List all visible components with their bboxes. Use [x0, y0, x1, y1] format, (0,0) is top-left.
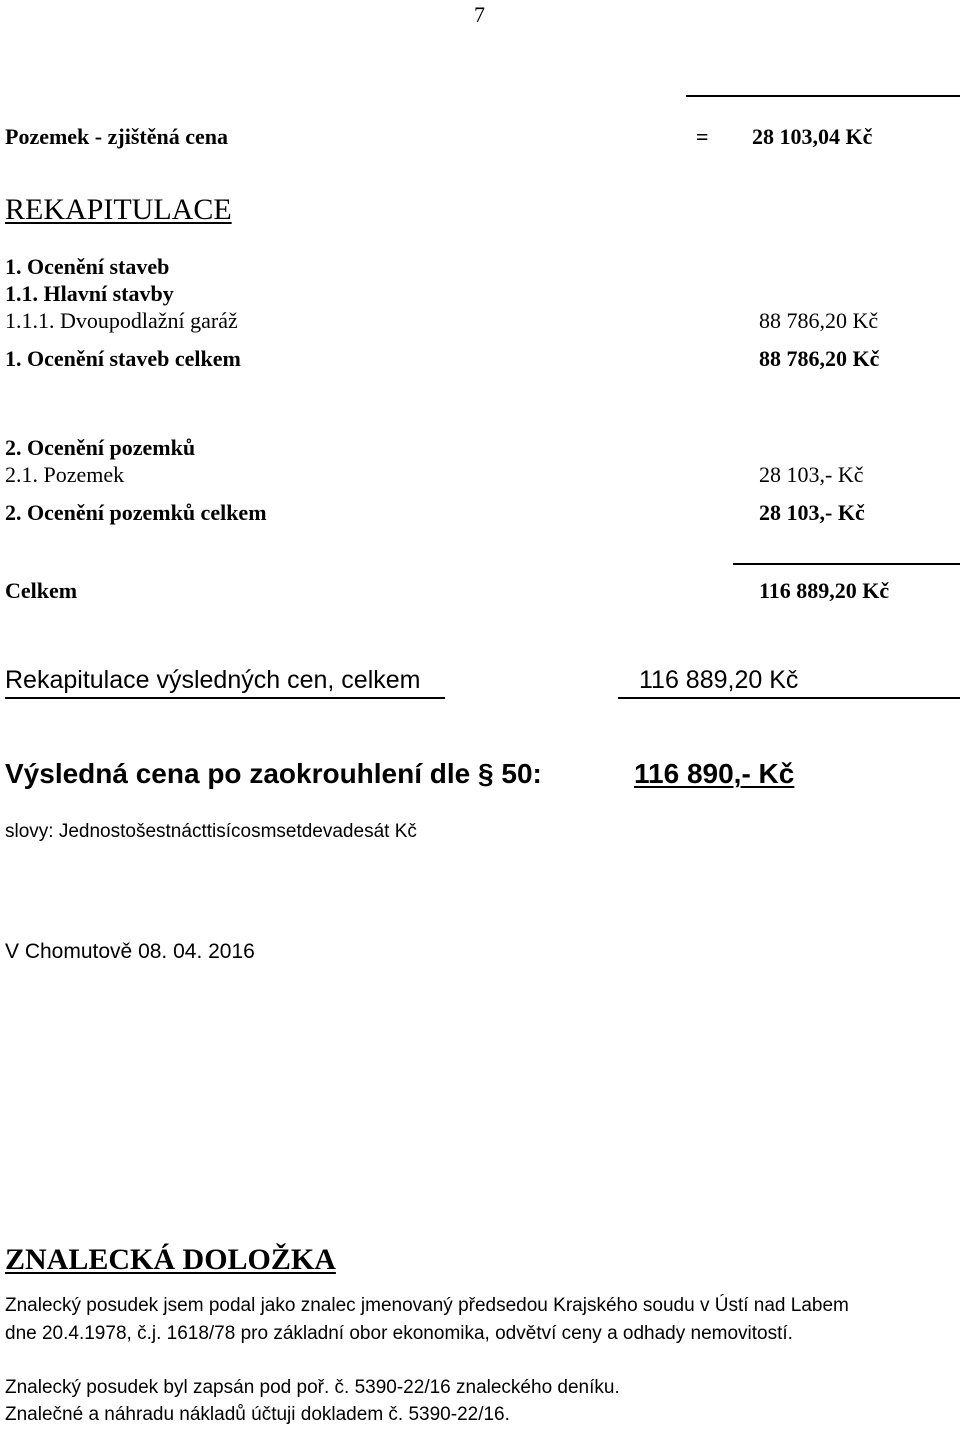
divider-line — [686, 95, 960, 97]
sec2-total-value: 28 103,- Kč — [759, 500, 865, 525]
grand-total-label: Celkem — [5, 578, 78, 603]
sec2-1-value: 28 103,- Kč — [759, 462, 864, 487]
dolozka-heading: ZNALECKÁ DOLOŽKA — [5, 1243, 336, 1276]
price-in-words: slovy: Jednostošestnácttisícosmsetdevadesát Kč — [5, 821, 417, 842]
final-price-value: 116 890,- Kč — [634, 758, 795, 789]
sec1-1-title: 1.1. Hlavní stavby — [5, 281, 174, 306]
recap-value: 116 889,20 Kč — [639, 666, 799, 694]
grand-total-value: 116 889,20 Kč — [759, 578, 890, 603]
recap-value-underline — [618, 697, 960, 699]
rekapitulace-heading: REKAPITULACE — [5, 193, 232, 226]
place-date: V Chomutově 08. 04. 2016 — [5, 940, 255, 963]
dolozka-line-3: Znalecký posudek byl zapsán pod poř. č. 5390-22/16 znaleckého deníku. — [5, 1377, 620, 1398]
recap-label-underline — [5, 697, 445, 699]
sec1-total-value: 88 786,20 Kč — [759, 346, 880, 371]
sec1-1-1-value: 88 786,20 Kč — [759, 308, 879, 333]
sec2-title: 2. Ocenění pozemků — [5, 435, 196, 460]
dolozka-line-1: Znalecký posudek jsem podal jako znalec jmenovaný předsedou Krajského soudu v Ústí nad Labem — [5, 1295, 849, 1316]
dolozka-line-2: dne 20.4.1978, č.j. 1618/78 pro základní obor ekonomika, odvětví ceny a odhady nemovitostí. — [5, 1323, 793, 1344]
pozemek-total-label: Pozemek - zjištěná cena — [5, 124, 228, 149]
sec2-total-label: 2. Ocenění pozemků celkem — [5, 500, 267, 525]
sec1-total-label: 1. Ocenění staveb celkem — [5, 346, 241, 371]
final-price-label: Výsledná cena po zaokrouhlení dle § 50: — [5, 758, 542, 789]
dolozka-line-4: Znalečné a náhradu nákladů účtuji dokladem č. 5390-22/16. — [5, 1404, 510, 1425]
sec1-1-1-label: 1.1.1. Dvoupodlažní garáž — [5, 308, 238, 333]
sec2-1-label: 2.1. Pozemek — [5, 462, 125, 487]
divider-line — [733, 563, 960, 565]
recap-label: Rekapitulace výsledných cen, celkem — [5, 666, 421, 694]
page-number: 7 — [474, 2, 485, 27]
pozemek-total-value: 28 103,04 Kč — [752, 124, 873, 149]
pozemek-total-equals: = — [696, 124, 709, 149]
sec1-title: 1. Ocenění staveb — [5, 254, 170, 279]
